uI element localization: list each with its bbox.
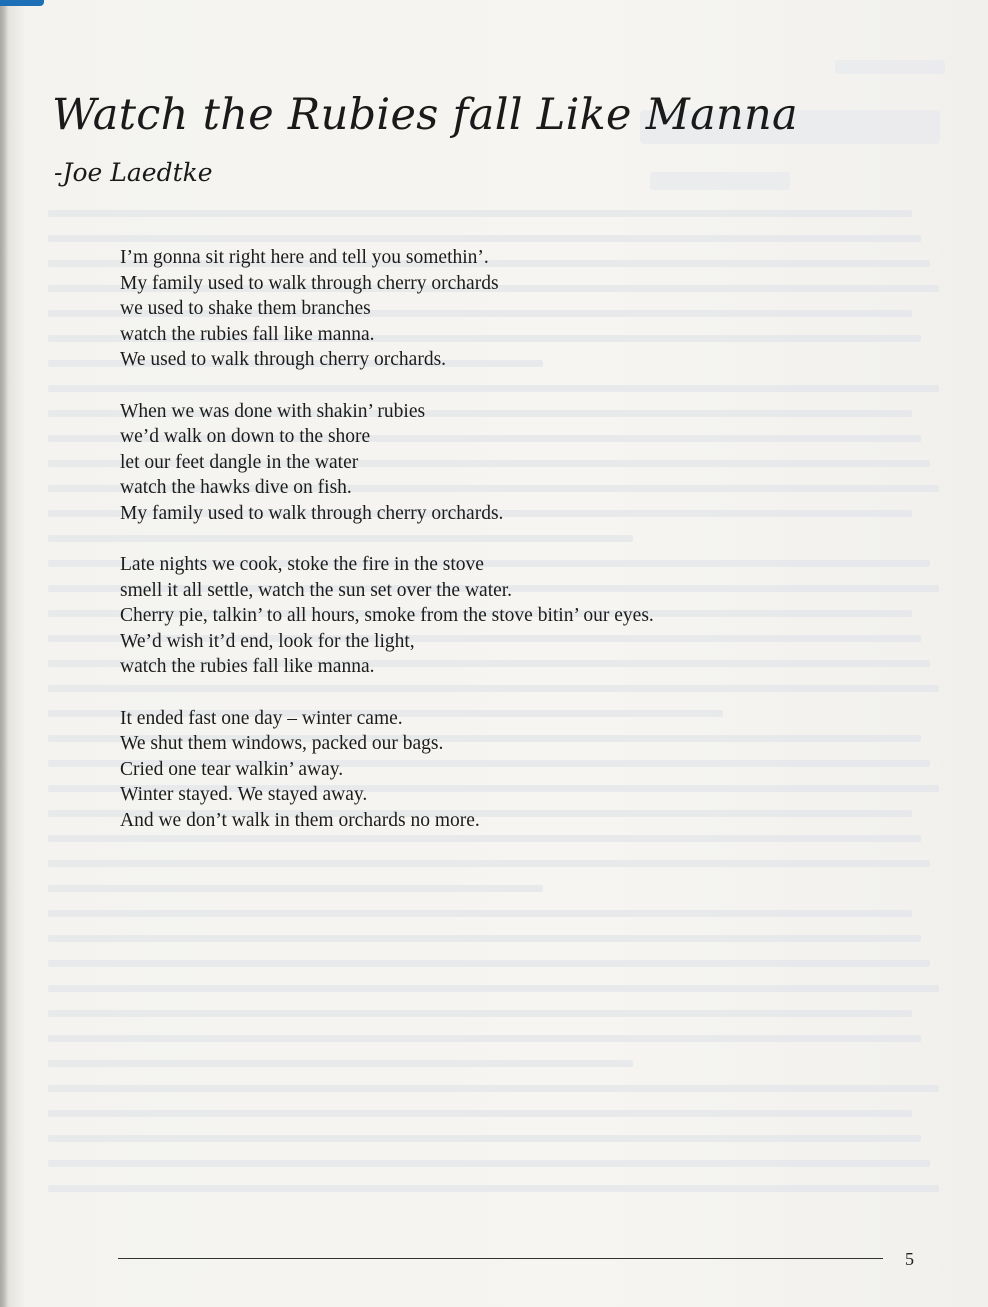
stanza [120, 706, 820, 834]
poem-line: watch the hawks dive on fish. [120, 477, 352, 498]
poem-line: smell it all settle, watch the sun set over the water. [120, 579, 513, 601]
show-through-line [48, 235, 921, 242]
poem-line: let our feet dangle in the water [120, 451, 359, 473]
poem-line: When we was done with shakin’ rubies [120, 400, 426, 422]
poem-title: Watch the Rubies fall Like Manna [52, 90, 798, 140]
poem-author: -Joe Laedtke [54, 158, 213, 187]
poem-line: And we don’t walk in them orchards no more. [120, 809, 480, 831]
poem-line: We’d wish it’d end, look for the light, [120, 630, 415, 652]
stanza [120, 399, 820, 527]
show-through-line [48, 935, 921, 942]
poem-body [120, 245, 820, 859]
show-through-line [48, 1110, 912, 1117]
show-through-line [48, 1185, 939, 1192]
show-through-line [48, 985, 939, 992]
poem-line: We shut them windows, packed our bags. [120, 733, 444, 754]
show-through-line [48, 910, 912, 917]
stanza [120, 552, 820, 680]
show-through-byline [650, 172, 790, 190]
poem-line: My family used to walk through cherry orchards. [120, 502, 504, 524]
show-through-line [48, 1160, 930, 1167]
poem-line: My family used to walk through cherry orchards [120, 272, 499, 294]
stanza [120, 245, 820, 373]
poem-line: We used to walk through cherry orchards. [120, 349, 447, 370]
show-through-line [48, 1035, 921, 1042]
poem-line: we’d walk on down to the shore [120, 426, 371, 447]
show-through-line [48, 1060, 633, 1067]
page-spine-shadow [0, 0, 8, 1307]
page-number: 5 [905, 1249, 914, 1269]
show-through-line [48, 960, 930, 967]
poem-line: Winter stayed. We stayed away. [120, 784, 368, 805]
show-through-header [835, 60, 945, 74]
show-through-line [48, 1135, 921, 1142]
corner-accent-mark [0, 0, 44, 6]
show-through-line [48, 210, 912, 217]
poem-line: It ended fast one day – winter came. [120, 707, 403, 729]
poem-line: Cried one tear walkin’ away. [120, 758, 344, 780]
poem-line: Late nights we cook, stoke the fire in the stove [120, 554, 484, 575]
poem-line: I’m gonna sit right here and tell you somethin’. [120, 247, 489, 268]
show-through-line [48, 860, 930, 867]
poem-line: watch the rubies fall like manna. [120, 323, 375, 345]
poem-line: watch the rubies fall like manna. [120, 656, 375, 677]
footer-rule [118, 1258, 883, 1259]
poem-line: Cherry pie, talkin’ to all hours, smoke from the stove bitin’ our eyes. [120, 605, 654, 626]
show-through-line [48, 1085, 939, 1092]
show-through-line [48, 885, 543, 892]
show-through-line [48, 1010, 912, 1017]
poem-line: we used to shake them branches [120, 298, 371, 319]
